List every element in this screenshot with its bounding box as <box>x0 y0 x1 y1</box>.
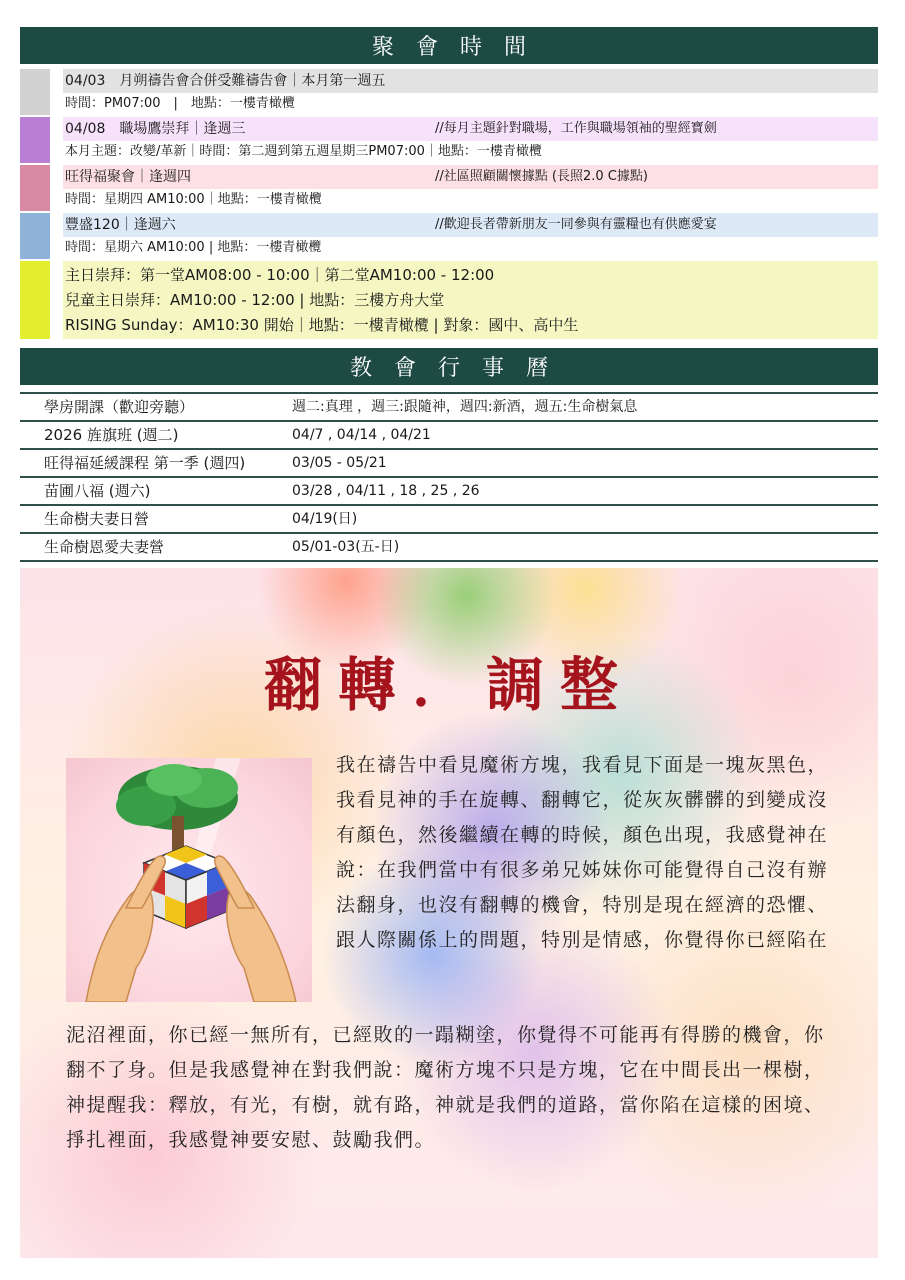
calendar-section-title: 教會行事曆 <box>349 356 570 381</box>
article-title: 翻轉．調整 <box>263 651 634 719</box>
calendar-table <box>20 392 878 562</box>
worship-line-text: 主日崇拜：第一堂AM08:00 - 10:00｜第二堂AM10:00 - 12:00 <box>65 266 495 284</box>
worship-line-text: RISING Sunday：AM10:30 開始｜地點：一樓青橄欖 | 對象：國中、高中生 <box>65 316 579 334</box>
event-dates: 04/19(日) <box>292 511 358 527</box>
event-dates: 03/05 - 05/21 <box>292 455 387 471</box>
table-row <box>20 392 878 422</box>
meeting-color-bar <box>20 69 50 115</box>
event-name: 苗圃八福 (週六) <box>44 482 151 500</box>
meeting-detail: 本月主題：改變/革新｜時間：第二週到第五週星期三PM07:00｜地點：一樓青橄欖 <box>65 144 542 159</box>
meetings-section-title: 聚會時間 <box>371 35 548 60</box>
meeting-title-row <box>63 69 878 93</box>
worship-color-bar <box>20 261 50 339</box>
calendar-section-header <box>20 348 878 385</box>
meeting-title: 豐盛120｜逢週六 <box>65 217 176 233</box>
meetings-section-header <box>20 27 878 64</box>
meeting-title: 04/08 職場鷹崇拜｜逢週三 <box>65 121 246 137</box>
event-name: 生命樹夫妻日營 <box>44 510 150 528</box>
event-dates: 05/01-03(五-日) <box>292 539 400 555</box>
event-dates: 04/7 , 04/14 , 04/21 <box>292 427 431 443</box>
meeting-title: 04/03 月朔禱告會合併受難禱告會｜本月第一週五 <box>65 73 386 89</box>
illustration-svg <box>66 758 312 1002</box>
meeting-color-bar <box>20 165 50 211</box>
meeting-title-row <box>63 165 878 189</box>
meeting-note: //每月主題針對職場，工作與職場領袖的聖經寶劍 <box>435 121 717 136</box>
meeting-detail: 時間：星期四 AM10:00｜地點：一樓青橄欖 <box>65 192 322 207</box>
worship-line <box>63 263 878 287</box>
table-row <box>20 534 878 562</box>
devotional-article <box>20 568 878 1258</box>
worship-line <box>63 313 878 337</box>
table-row <box>20 450 878 478</box>
event-dates: 03/28 , 04/11 , 18 , 25 , 26 <box>292 483 480 499</box>
meeting-color-bar <box>20 117 50 163</box>
meeting-color-bar <box>20 213 50 259</box>
table-row <box>20 478 878 506</box>
table-row <box>20 422 878 450</box>
event-dates: 週二:真理 ，週三:跟隨神，週四:新酒，週五:生命樹氣息 <box>292 399 638 415</box>
event-name: 旺得福延緩課程 第一季 (週四) <box>44 454 246 472</box>
meeting-title-row <box>63 117 878 141</box>
meeting-detail: 時間：PM07:00 | 地點：一樓青橄欖 <box>65 96 295 111</box>
rubiks-cube-tree-illustration <box>66 758 312 1002</box>
article-paragraph: 泥沼裡面，你已經一無所有，已經敗的一蹋糊塗，你覺得不可能再有得勝的機會，你翻不了身。但是我感覺神在對我們說：魔術方塊不只是方塊，它在中間長出一棵樹，神提醒我：釋放，有光，有樹，就有路，神就是我們的道路，當你陷在這樣的困境、掙扎裡面，我感覺神要安慰、鼓勵我們。 <box>66 1024 825 1151</box>
meeting-title-row <box>63 213 878 237</box>
meeting-note: //歡迎長者帶新朋友一同參與有靈糧也有供應愛宴 <box>435 217 717 232</box>
article-paragraph: 我在禱告中看見魔術方塊，我看見下面是一塊灰黑色，我看見神的手在旋轉、翻轉它，從灰灰髒髒的到變成沒有顏色，然後繼續在轉的時候，顏色出現，我感覺神在說：在我們當中有很多弟兄姊妹你可能覺得自己沒有辦法翻身，也沒有翻轉的機會，特別是現在經濟的恐懼、跟人際關係上的問題，特別是情感，你覺得你已經陷在 <box>336 754 829 951</box>
event-name: 學房開課（歡迎旁聽） <box>44 398 195 416</box>
meeting-schedule <box>20 67 878 343</box>
worship-line-text: 兒童主日崇拜：AM10:00 - 12:00 | 地點：三樓方舟大堂 <box>65 291 445 309</box>
event-name: 2026 旌旗班 (週二) <box>44 426 179 444</box>
meeting-note: //社區照顧關懷據點 (長照2.0 C據點) <box>435 169 648 184</box>
meeting-detail: 時間：星期六 AM10:00 | 地點：一樓青橄欖 <box>65 240 322 255</box>
event-name: 生命樹恩愛夫妻營 <box>44 538 165 556</box>
worship-line <box>63 288 878 312</box>
table-row <box>20 506 878 534</box>
meeting-title: 旺得福聚會｜逢週四 <box>65 169 191 185</box>
